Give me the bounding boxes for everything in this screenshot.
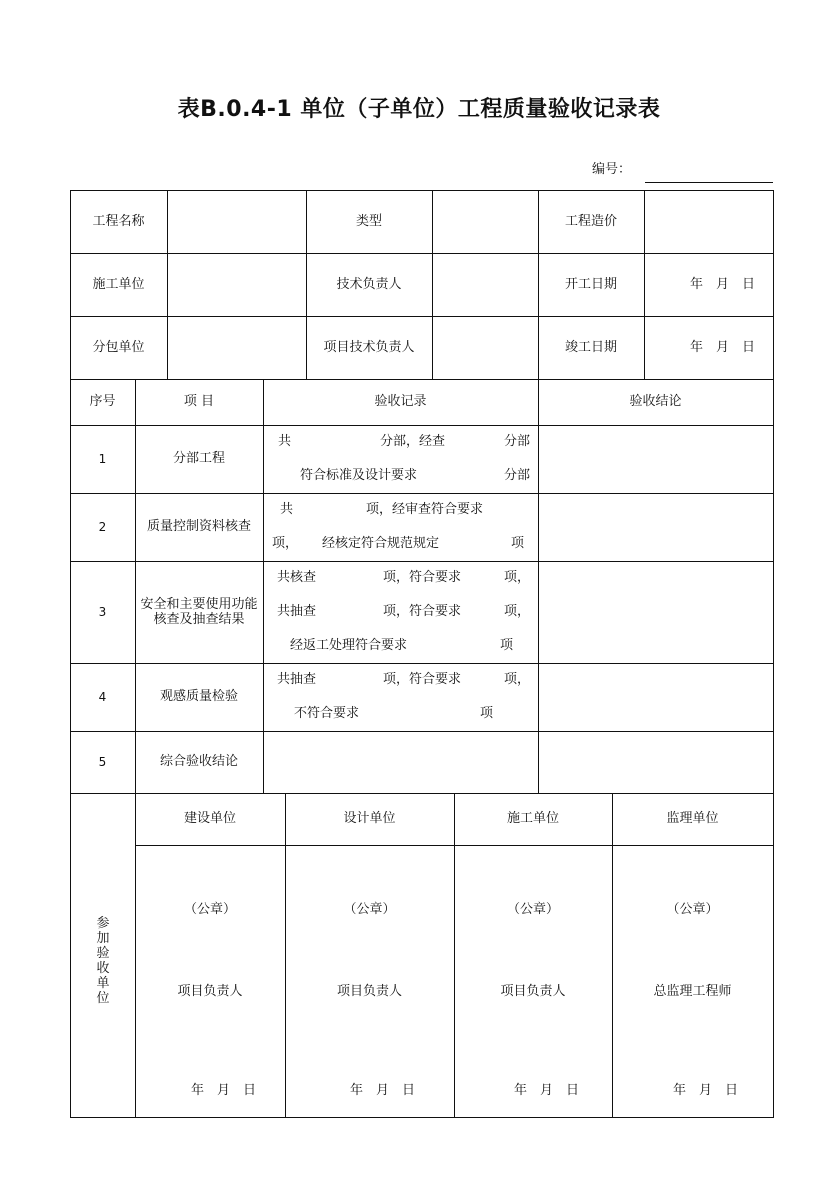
column-record: 验收记录 [374,394,427,409]
item-2-text: 经核定符合规范规定 [322,536,440,551]
label-technical-lead: 技术负责人 [336,276,402,292]
person-contractor: 项目负责人 [500,984,566,999]
item-3-text: 共抽查 [277,604,317,619]
field-type[interactable] [432,190,538,253]
item-3-name: 安全和主要使用功能核查及抽查结果 [140,597,258,627]
item-3-conclusion[interactable] [538,561,773,663]
item-3-text: 项，符合要求 [383,570,462,585]
label-completion-date: 竣工日期 [564,339,617,355]
date-supervision[interactable]: 年 月 日 [673,1083,739,1098]
unit-supervision: 监理单位 [666,811,719,826]
date-design[interactable]: 年 月 日 [350,1083,416,1098]
item-2-no: 2 [98,520,107,534]
person-design: 项目负责人 [336,984,402,999]
completion-date-value[interactable]: 年 月 日 [690,340,756,355]
seal-supervision: （公章） [666,902,719,917]
item-1-text: 分部 [504,434,531,449]
item-2-name: 质量控制资料核查 [146,519,251,534]
column-item: 项 目 [183,394,215,409]
start-date-value[interactable]: 年 月 日 [690,277,756,292]
seal-contractor: （公章） [506,902,559,917]
item-1-text: 符合标准及设计要求 [300,468,418,483]
label-start-date: 开工日期 [564,276,617,292]
item-5-record[interactable] [263,731,538,793]
field-technical-lead[interactable] [432,253,538,316]
item-5-name: 综合验收结论 [159,754,238,769]
unit-design: 设计单位 [343,811,396,826]
item-4-text: 共抽查 [277,672,317,687]
label-construction-unit: 施工单位 [92,276,145,292]
item-3-text: 经返工处理符合要求 [290,638,408,653]
item-4-text: 项 [480,706,494,721]
label-project-technical-lead: 项目技术负责人 [323,339,415,355]
field-subcontractor[interactable] [167,316,306,379]
field-project-name[interactable] [167,190,306,253]
label-subcontractor: 分包单位 [92,339,145,355]
unit-contractor: 施工单位 [506,811,559,826]
item-3-text: 项，符合要求 [383,604,462,619]
item-2-text: 共 [280,502,294,517]
unit-construction-owner: 建设单位 [183,811,236,826]
participants-label: 参 加 验 收 单 位 [96,916,110,1006]
item-3-text: 项， [504,570,531,585]
item-1-text: 共 [278,434,292,449]
label-project-name: 工程名称 [92,213,145,229]
seal-owner: （公章） [183,902,236,917]
item-4-text: 项， [504,672,531,687]
item-2-text: 项，经审查符合要求 [366,502,484,517]
item-2-conclusion[interactable] [538,493,773,561]
item-4-text: 项，符合要求 [383,672,462,687]
item-2-text: 项， [272,536,299,551]
item-5-conclusion[interactable] [538,731,773,793]
seal-design: （公章） [343,902,396,917]
item-4-text: 不符合要求 [294,706,360,721]
field-project-cost[interactable] [644,190,773,253]
item-1-text: 分部 [504,468,531,483]
person-supervision: 总监理工程师 [653,984,732,999]
item-4-conclusion[interactable] [538,663,773,731]
item-3-text: 项， [504,604,531,619]
label-type: 类型 [355,213,382,229]
item-5-no: 5 [98,755,107,769]
item-3-text: 项 [500,638,514,653]
field-project-technical-lead[interactable] [432,316,538,379]
item-3-text: 共核查 [277,570,317,585]
date-contractor[interactable]: 年 月 日 [514,1083,580,1098]
label-project-cost: 工程造价 [564,213,617,229]
item-1-name: 分部工程 [172,451,225,466]
field-construction-unit[interactable] [167,253,306,316]
item-1-no: 1 [98,452,107,466]
serial-number-label: 编号： [592,162,632,177]
column-conclusion: 验收结论 [629,394,682,409]
item-2-text: 项 [511,536,525,551]
person-owner: 项目负责人 [177,984,243,999]
item-4-no: 4 [98,690,107,704]
page-title: 表B.0.4-1 单位（子单位）工程质量验收记录表 [177,97,661,122]
item-3-no: 3 [98,605,107,619]
date-owner[interactable]: 年 月 日 [191,1083,257,1098]
item-4-name: 观感质量检验 [159,689,238,704]
item-1-text: 分部，经查 [380,434,446,449]
column-seq: 序号 [89,394,116,409]
item-1-conclusion[interactable] [538,425,773,493]
